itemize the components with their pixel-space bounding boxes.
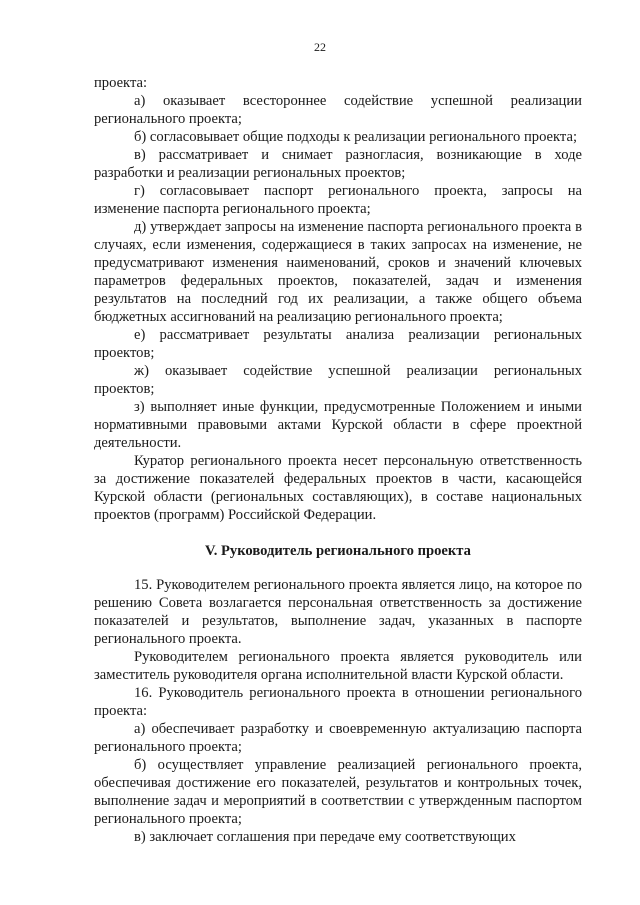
list-item-d: д) утверждает запросы на изменение паспорта регионального проекта в случаях, если изменения, содержащиеся в таких запросах на изменение, не предусматривают изменения наименований, сроков и значений ключевых параметров федеральных проектов, показателей, задач и изменения результатов на последний год их реализации, а также общего объема бюджетных ассигнований на реализацию регионального проекта; [94, 219, 582, 325]
clause-16-item-b: б) осуществляет управление реализацией регионального проекта, обеспечивая достижение его показателей, результатов и контрольных точек, выполнение задач и мероприятий в соответствии с утвержденным паспортом регионального проекта; [94, 757, 582, 827]
clause-15-paragraph-2: Руководителем регионального проекта является руководитель или заместитель руководителя органа исполнительной власти Курской области. [94, 649, 582, 683]
clause-16-item-v: в) заключает соглашения при передаче ему соответствующих [134, 829, 516, 845]
page-body [94, 74, 582, 846]
list-item-g: г) согласовывает паспорт регионального проекта, запросы на изменение паспорта регионального проекта; [94, 183, 582, 217]
page-number: 22 [314, 40, 326, 54]
list-item-a: а) оказывает всестороннее содействие успешной реализации регионального проекта; [94, 93, 582, 127]
curator-responsibility-paragraph: Куратор регионального проекта несет персональную ответственность за достижение показателей федеральных проектов в части, касающейся Курской области (региональных составляющих), в составе национальных проектов (программ) Российской Федерации. [94, 453, 582, 523]
clause-15: 15. Руководителем регионального проекта является лицо, на которое по решению Совета возлагается персональная ответственность за достижение показателей и результатов, выполнение задач, указанных в паспорте регионального проекта. [94, 577, 582, 647]
list-item-zh: ж) оказывает содействие успешной реализации региональных проектов; [94, 363, 582, 397]
clause-16-item-a: а) обеспечивает разработку и своевременную актуализацию паспорта регионального проекта; [94, 721, 582, 755]
list-item-v: в) рассматривает и снимает разногласия, возникающие в ходе разработки и реализации региональных проектов; [94, 147, 582, 181]
list-item-z: з) выполняет иные функции, предусмотренные Положением и иными нормативными правовыми актами Курской области в сфере проектной деятельности. [94, 399, 582, 451]
list-item-e: е) рассматривает результаты анализа реализации региональных проектов; [94, 327, 582, 361]
clause-16: 16. Руководитель регионального проекта в отношении регионального проекта: [94, 685, 582, 719]
list-item-b: б) согласовывает общие подходы к реализации регионального проекта; [134, 129, 578, 145]
paragraph-continuation: проекта: [94, 75, 148, 91]
section-heading: V. Руководитель регионального проекта [205, 543, 471, 559]
